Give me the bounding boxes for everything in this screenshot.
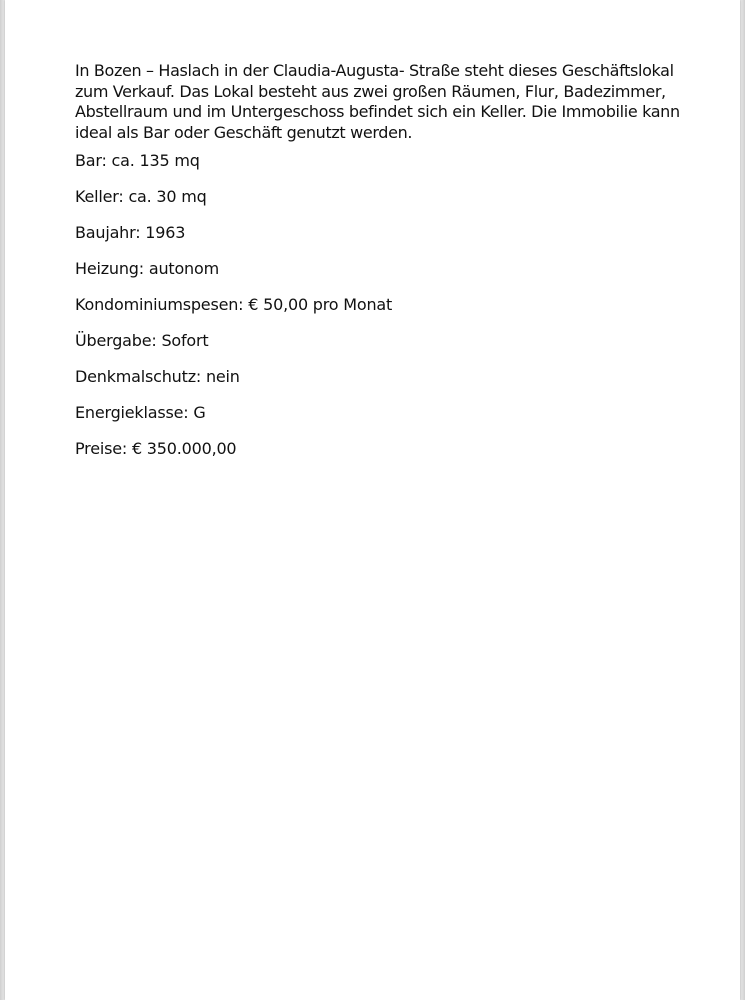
fact-energy-class: Energieklasse: G	[75, 403, 206, 422]
facts-list	[75, 143, 685, 467]
page-content	[75, 61, 685, 467]
fact-price: Preise: € 350.000,00	[75, 439, 237, 458]
fact-handover: Übergabe: Sofort	[75, 331, 209, 350]
fact-bar-area: Bar: ca. 135 mq	[75, 151, 200, 170]
document-page	[5, 0, 740, 1000]
fact-year-built: Baujahr: 1963	[75, 223, 186, 242]
fact-condo-fees: Kondominiumspesen: € 50,00 pro Monat	[75, 295, 393, 314]
fact-cellar-area: Keller: ca. 30 mq	[75, 187, 207, 206]
fact-monument-protection: Denkmalschutz: nein	[75, 367, 240, 386]
fact-heating: Heizung: autonom	[75, 259, 219, 278]
intro-paragraph: In Bozen – Haslach in der Claudia-Augusta- Straße steht dieses Geschäftslokal zum Verkauf. Das Lokal besteht aus zwei großen Räumen, Flur, Badezimmer, Abstellraum und im Untergeschoss befindet sich ein Keller. Die Immobilie kann ideal als Bar oder Geschäft genutzt werden.	[75, 61, 680, 142]
